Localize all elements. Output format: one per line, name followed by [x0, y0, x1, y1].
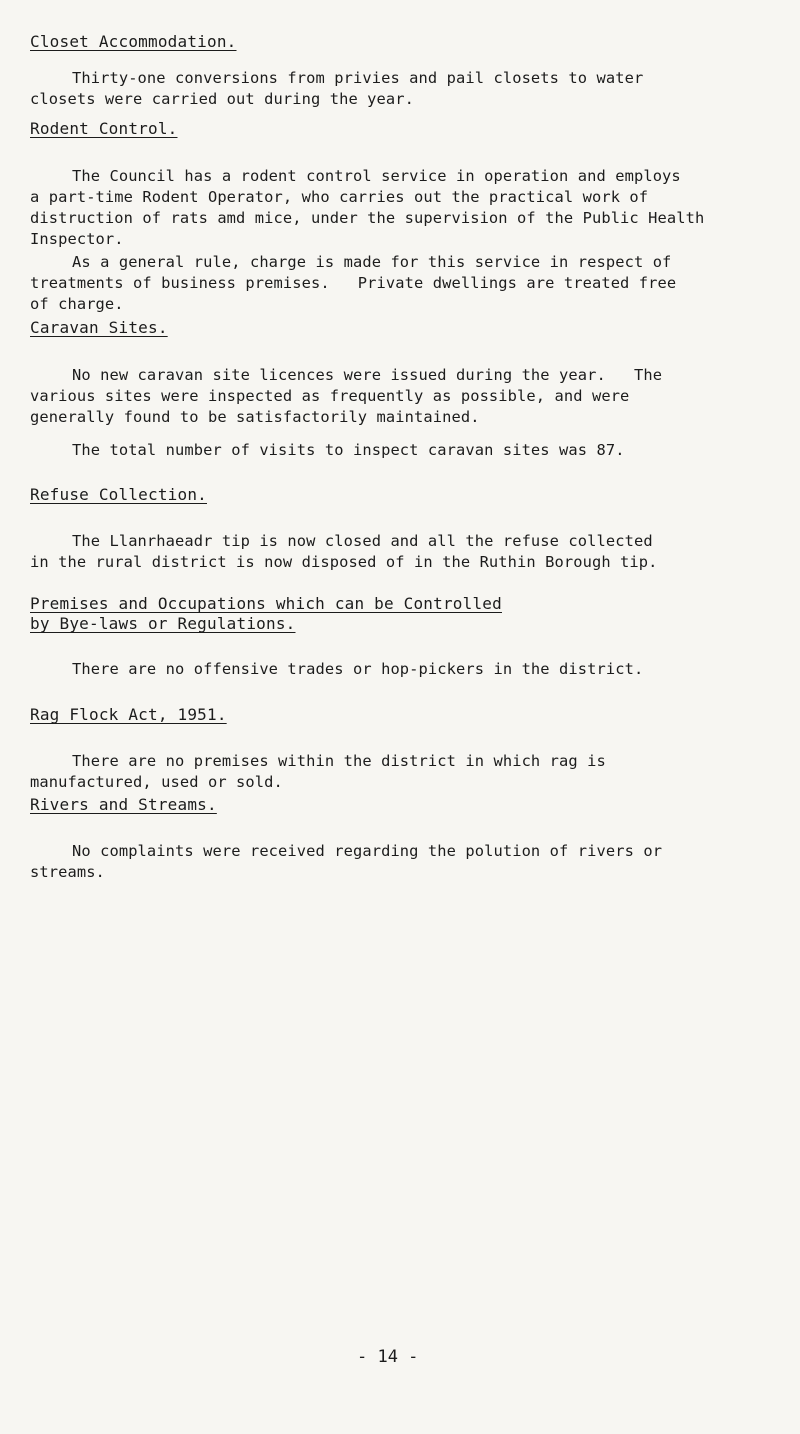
text-line: No new caravan site licences were issued during the year. The [72, 366, 663, 384]
text-line: streams. [30, 863, 105, 881]
paragraph-refuse-tip [30, 531, 772, 573]
section-heading: Rodent Control. [30, 119, 178, 138]
section-heading: Premises and Occupations which can be Controlled [30, 594, 502, 613]
heading-premises-occupations [30, 594, 780, 634]
section-heading: Closet Accommodation. [30, 32, 237, 51]
text-line: No complaints were received regarding the polution of rivers or [72, 842, 663, 860]
paragraph-caravan-licences [30, 365, 772, 428]
text-line: Thirty-one conversions from privies and pail closets to water [72, 69, 644, 87]
text-line: The total number of visits to inspect caravan sites was 87. [72, 441, 625, 459]
text-line: manufactured, used or sold. [30, 773, 283, 791]
section-heading: Caravan Sites. [30, 318, 168, 337]
text-line: The Llanrhaeadr tip is now closed and all the refuse collected [72, 532, 653, 550]
text-line: The Council has a rodent control service in operation and employs [72, 167, 681, 185]
page-number: - 14 - [357, 1347, 419, 1367]
paragraph-rivers-complaints [30, 841, 772, 883]
heading-rivers-streams [30, 795, 780, 815]
text-line: a part-time Rodent Operator, who carries out the practical work of [30, 188, 649, 206]
section-heading: Rivers and Streams. [30, 795, 217, 814]
paragraph-rodent-charges [30, 252, 772, 315]
text-line: various sites were inspected as frequently as possible, and were [30, 387, 630, 405]
section-heading-continued: by Bye-laws or Regulations. [30, 614, 296, 633]
paragraph-rodent-service [30, 166, 772, 250]
heading-rag-flock-act [30, 705, 780, 725]
text-line: in the rural district is now disposed of in the Ruthin Borough tip. [30, 553, 658, 571]
text-line: Inspector. [30, 230, 124, 248]
paragraph-closet-conversions [30, 68, 772, 110]
heading-closet-accommodation [30, 32, 780, 52]
text-line: There are no offensive trades or hop-pickers in the district. [72, 660, 644, 678]
text-line: treatments of business premises. Private dwellings are treated free [30, 274, 677, 292]
text-line: There are no premises within the district in which rag is [72, 752, 606, 770]
text-line: generally found to be satisfactorily maintained. [30, 408, 480, 426]
text-line: closets were carried out during the year. [30, 90, 415, 108]
paragraph-rag-premises [30, 751, 772, 793]
section-heading: Refuse Collection. [30, 485, 207, 504]
paragraph-caravan-visits [72, 440, 772, 461]
heading-refuse-collection [30, 485, 780, 505]
text-line: of charge. [30, 295, 124, 313]
paragraph-offensive-trades [72, 659, 772, 680]
text-line: distruction of rats amd mice, under the supervision of the Public Health [30, 209, 705, 227]
heading-caravan-sites [30, 318, 780, 338]
section-heading: Rag Flock Act, 1951. [30, 705, 227, 724]
text-line: As a general rule, charge is made for this service in respect of [72, 253, 672, 271]
heading-rodent-control [30, 119, 780, 139]
